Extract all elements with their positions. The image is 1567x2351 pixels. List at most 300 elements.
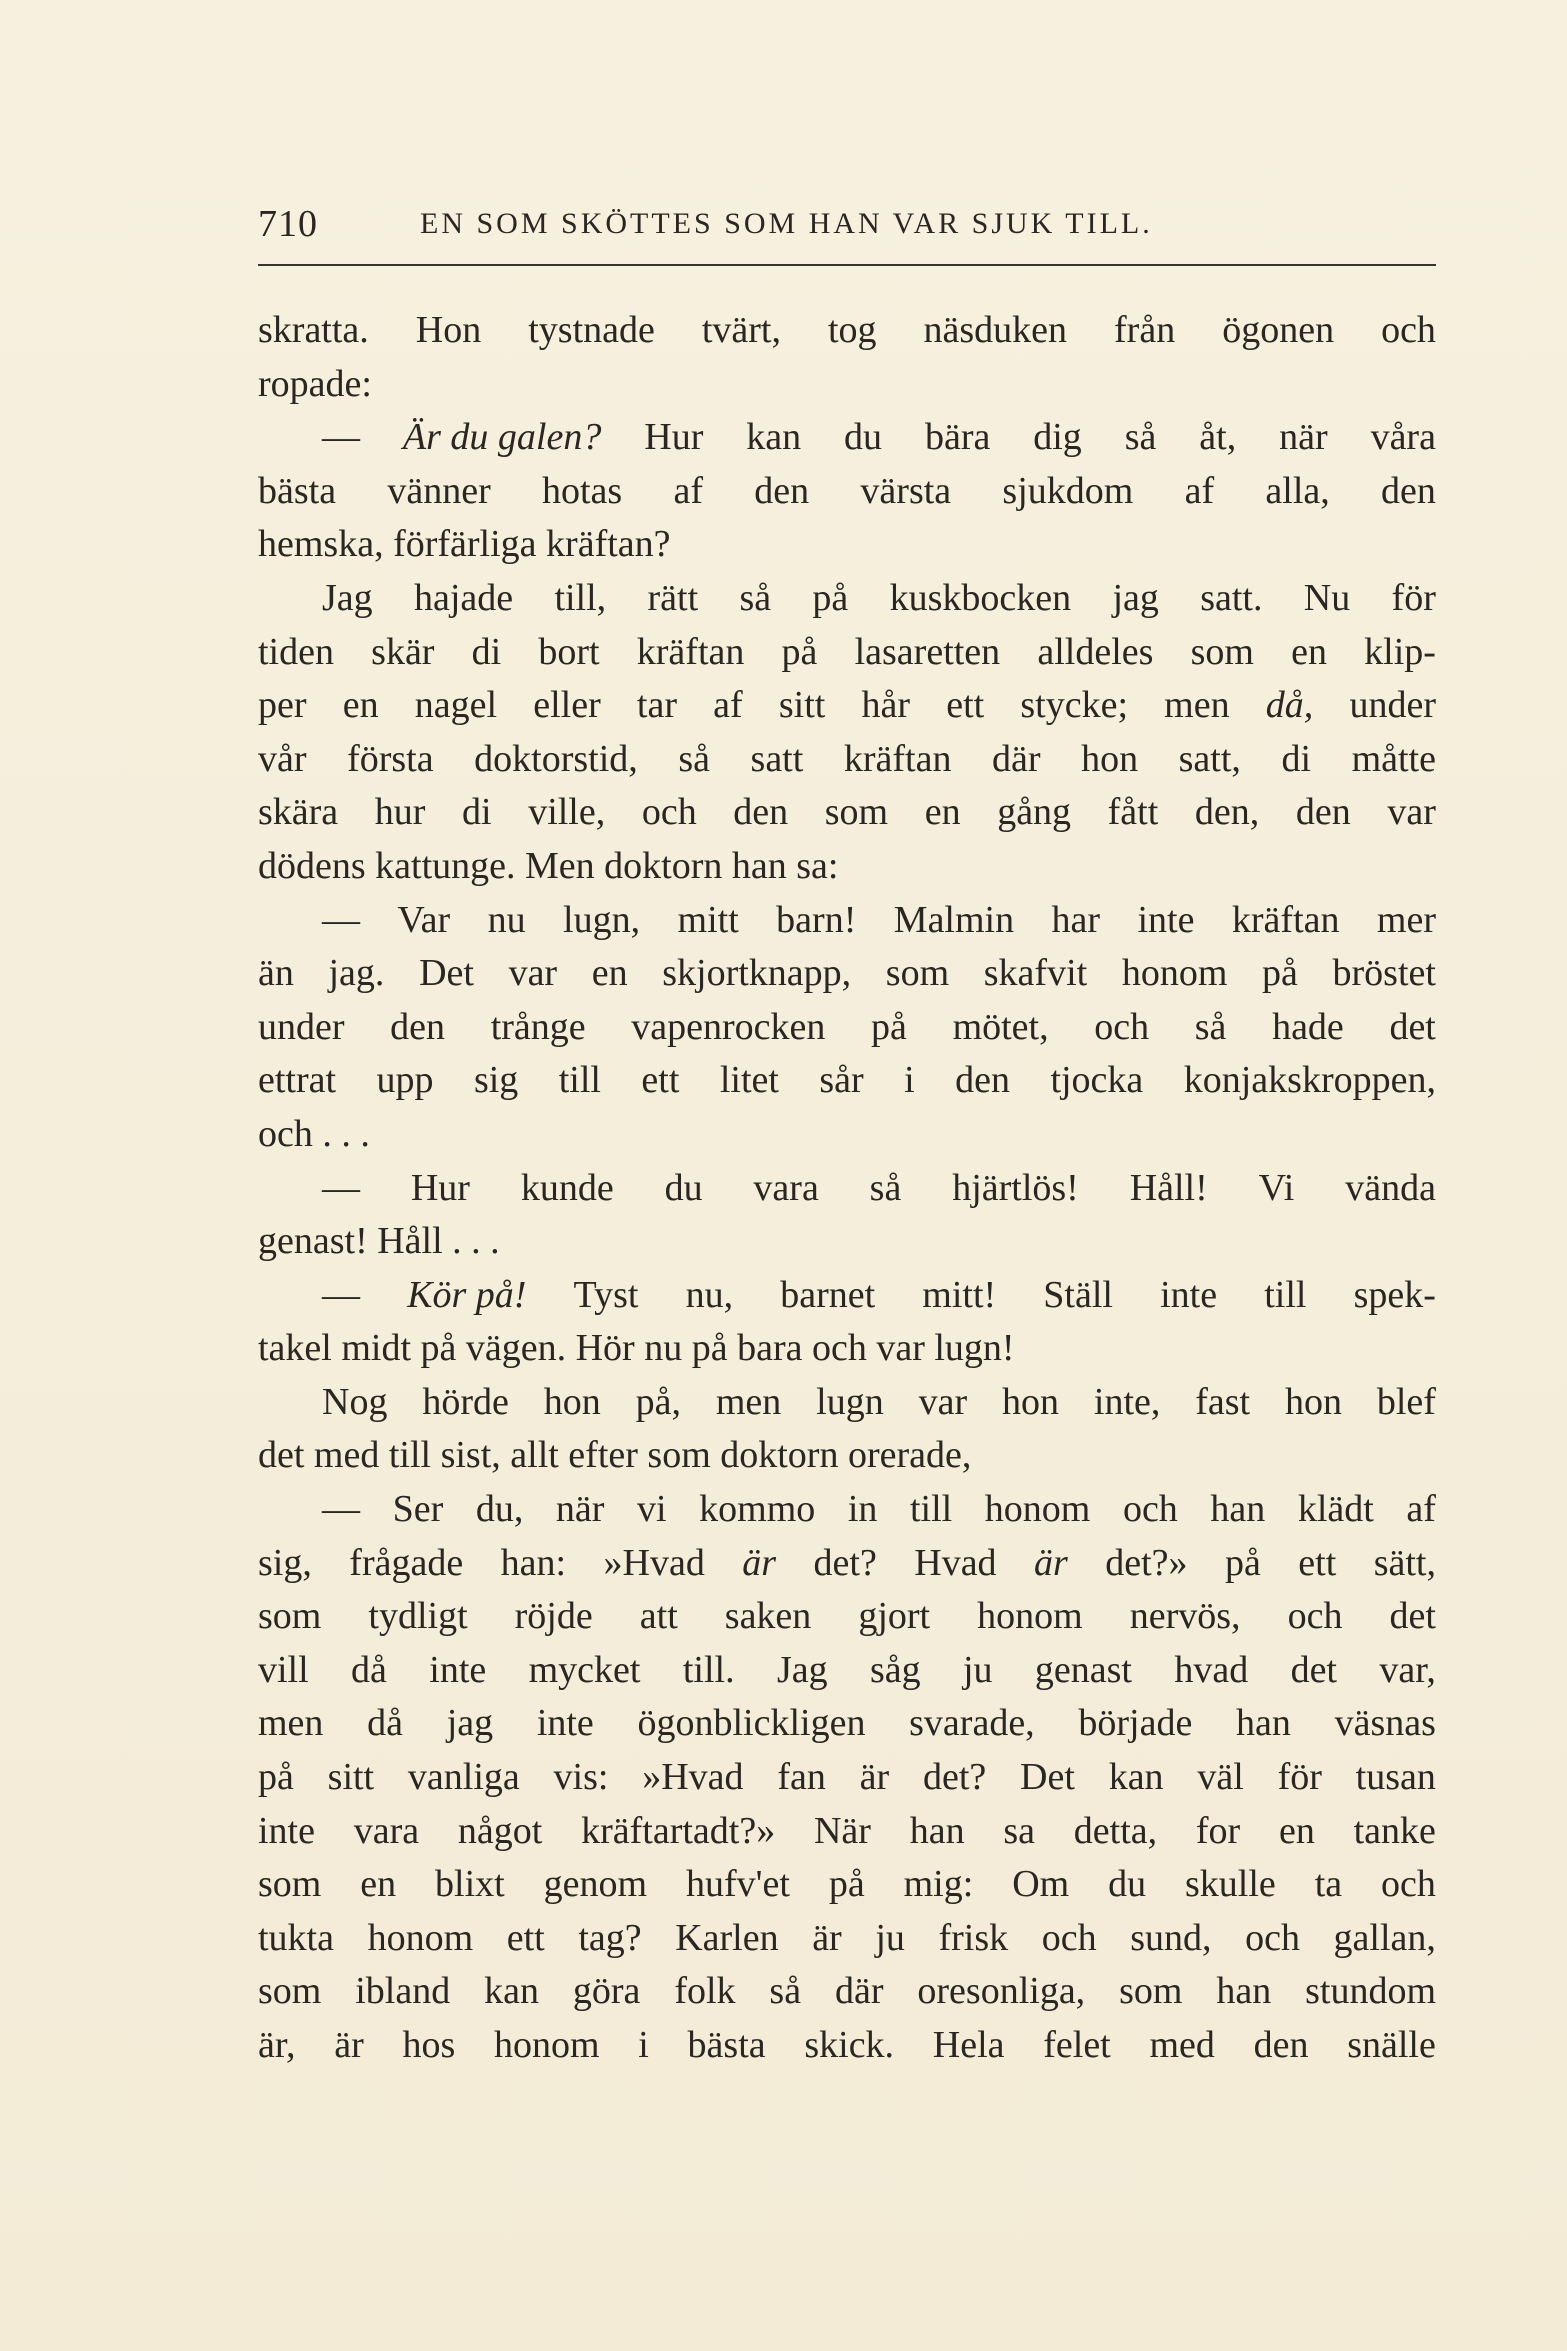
word: ett (641, 1059, 680, 1102)
word: inte (258, 1809, 315, 1852)
word: det?» (1105, 1541, 1188, 1584)
word: åt, (1199, 416, 1237, 459)
word: frågade (349, 1541, 464, 1584)
word: kräftan (636, 630, 745, 673)
word: for (1195, 1809, 1241, 1852)
word: så (769, 1970, 802, 2013)
word: bästa (687, 2024, 766, 2066)
word: väsnas (1334, 1702, 1436, 1745)
word: du (844, 416, 883, 459)
word: Nu (1303, 576, 1351, 619)
word: på, (635, 1380, 681, 1423)
text-line (258, 1805, 1436, 1859)
word: fan (777, 1756, 826, 1799)
word: han: (500, 1541, 567, 1584)
word: inte, (1093, 1380, 1161, 1423)
word: för (1391, 576, 1436, 619)
word: genom (543, 1863, 648, 1906)
italic-word: Är du galen? (402, 416, 602, 459)
text-line (258, 786, 1436, 840)
word: hufv'et (685, 1863, 790, 1906)
text-line (258, 1912, 1436, 1966)
word: ta (1314, 1863, 1343, 1906)
word: den (754, 469, 810, 512)
word: Hur (644, 416, 704, 459)
word: vi (637, 1488, 667, 1531)
word: oresonliga, (917, 1970, 1086, 2013)
word: inte (429, 1648, 487, 1691)
word: hos (402, 2024, 456, 2066)
word: då (367, 1702, 403, 1745)
text-line: takel midt på vägen. Hör nu på bara och var lugn! (258, 1327, 1015, 1370)
word: till (909, 1488, 953, 1531)
word: på (812, 576, 849, 619)
word: inte (1160, 1273, 1218, 1316)
word: hon (1002, 1380, 1060, 1423)
text-line (258, 1376, 1436, 1430)
word: lugn, (563, 898, 641, 941)
word: fast (1195, 1380, 1251, 1423)
word: tvärt, (701, 309, 781, 351)
word: kan (484, 1970, 539, 2013)
word: Nog (322, 1380, 388, 1423)
word: kräftan (1231, 898, 1340, 941)
word: »Hvad (642, 1756, 744, 1799)
word: di (471, 630, 502, 673)
word: af (673, 469, 704, 512)
text-line (258, 733, 1436, 787)
word: tystnade (528, 309, 655, 351)
word: Tyst (573, 1273, 639, 1316)
word: har (1051, 898, 1101, 941)
word: men (258, 1702, 324, 1745)
word: en (1278, 1809, 1315, 1852)
word: göra (572, 1970, 641, 2013)
word: När (813, 1809, 871, 1852)
word: sig (473, 1059, 519, 1102)
word: stycke; (1020, 684, 1128, 727)
text-line (258, 1483, 1436, 1537)
word: var (508, 952, 558, 995)
word: jag (1112, 576, 1159, 619)
word: en (591, 952, 628, 995)
word: ju (962, 1648, 993, 1691)
word: så (1194, 1005, 1227, 1048)
word: men (715, 1380, 782, 1423)
word: så (678, 737, 710, 780)
word: i (904, 1059, 915, 1102)
word: — (322, 1166, 360, 1209)
word: bort (538, 630, 600, 673)
word: var (1387, 791, 1436, 834)
word: och (1122, 1488, 1178, 1531)
text-line (258, 1590, 1436, 1644)
word: från (1114, 309, 1176, 351)
word: under (1349, 684, 1436, 727)
word: kommo (699, 1488, 816, 1531)
text-line: och . . . (258, 1112, 370, 1155)
word: vår (258, 737, 307, 780)
word: han (1210, 1488, 1266, 1531)
word: klädt (1297, 1488, 1374, 1531)
text-line (258, 1054, 1436, 1108)
word: honom (984, 1488, 1091, 1531)
word: detta, (1073, 1809, 1158, 1852)
word: som (824, 791, 889, 834)
word: hon (1081, 737, 1139, 780)
header-rule (258, 264, 1436, 266)
word: en (1291, 630, 1327, 673)
word: Ställ (1043, 1273, 1113, 1316)
word: på (871, 1005, 907, 1048)
word: tag? (578, 1916, 642, 1959)
word: den (1253, 2024, 1309, 2066)
word: i (638, 2024, 649, 2066)
word: kan (1108, 1756, 1164, 1799)
word: satt (750, 737, 804, 780)
word: stundom (1305, 1970, 1436, 2013)
word: alla, (1265, 469, 1330, 512)
word: och (1381, 1863, 1436, 1906)
word: bröstet (1332, 952, 1436, 995)
word: mitt (677, 898, 739, 941)
word: och (1094, 1005, 1150, 1048)
word: blixt (435, 1863, 505, 1906)
word: hade (1272, 1005, 1344, 1048)
word: nervös, (1129, 1595, 1241, 1638)
word: barnet (780, 1273, 876, 1316)
word: sår (819, 1059, 864, 1102)
word: hvad (1174, 1648, 1249, 1691)
word: var (918, 1380, 968, 1423)
word: till (1264, 1273, 1307, 1316)
word: väl (1197, 1756, 1244, 1799)
italic-word: då, (1265, 684, 1314, 727)
word: per (258, 684, 307, 727)
word: bästa (258, 469, 337, 512)
word: det (1389, 1595, 1436, 1638)
word: gjort (858, 1595, 931, 1638)
word: vara (753, 1166, 819, 1209)
word: så (1124, 416, 1157, 459)
word: di (1281, 737, 1312, 780)
text-line (258, 2019, 1436, 2073)
text-line (258, 465, 1436, 519)
word: nu, (685, 1273, 734, 1316)
text-line: det med till sist, allt efter som doktorn orerade, (258, 1434, 972, 1477)
word: hjärtlös! (952, 1166, 1079, 1209)
text-line (258, 1269, 1436, 1323)
word: den (1381, 469, 1436, 512)
word: till, (554, 576, 607, 619)
word: doktorstid, (474, 737, 638, 780)
word: svarade, (909, 1702, 1035, 1745)
word: klip- (1364, 630, 1436, 673)
word: ibland (355, 1970, 451, 2013)
word: frisk (938, 1916, 1009, 1959)
word: han (1216, 1970, 1272, 2013)
word: hon (1285, 1380, 1342, 1423)
word: Jag (322, 576, 373, 619)
word: Hon (415, 309, 482, 351)
text-line (258, 626, 1436, 680)
text-line (258, 947, 1436, 1001)
word: första (347, 737, 434, 780)
word: vanliga (407, 1756, 520, 1799)
italic-word: Kör på! (407, 1273, 527, 1316)
word: upp (376, 1059, 434, 1102)
word: mycket (528, 1648, 641, 1691)
text-line (258, 1001, 1436, 1055)
word: tydligt (368, 1595, 468, 1638)
word: en (360, 1863, 397, 1906)
word: som (258, 1863, 322, 1906)
text-line: hemska, förfärliga kräftan? (258, 523, 671, 566)
word: sitt (778, 684, 826, 727)
word: vänner (387, 469, 491, 512)
word: af (1184, 469, 1215, 512)
word: felet (1043, 2024, 1111, 2066)
word: Jag (776, 1648, 828, 1691)
word: honom (367, 1916, 474, 1959)
word: kan (746, 416, 802, 459)
word: Hela (932, 2024, 1005, 2066)
word: vis: (553, 1756, 609, 1799)
word: honom (493, 2024, 600, 2066)
text-line (258, 1751, 1436, 1805)
word: där (992, 737, 1041, 780)
word: di (462, 791, 492, 834)
word: och (1245, 1916, 1300, 1959)
word: litet (719, 1059, 779, 1102)
word: Håll! (1129, 1166, 1208, 1209)
word: sig, (258, 1541, 312, 1584)
word: Malmin (893, 898, 1015, 941)
italic-word: är (742, 1541, 777, 1584)
text-line (258, 411, 1436, 465)
word: vända (1345, 1166, 1436, 1209)
word: tog (827, 309, 877, 351)
page-number: 710 (258, 203, 318, 245)
word: och (1381, 309, 1436, 351)
word: ett (1298, 1541, 1337, 1584)
word: gallan, (1333, 1916, 1436, 1959)
word: den (390, 1005, 446, 1048)
word: nu (487, 898, 526, 941)
word: lugn (816, 1380, 884, 1423)
word: satt. (1200, 576, 1263, 619)
word: ögonblickligen (637, 1702, 866, 1745)
word: sjukdom (1002, 469, 1134, 512)
word: när (1279, 416, 1328, 459)
word: på (828, 1863, 865, 1906)
text-line: dödens kattunge. Men doktorn han sa: (258, 844, 839, 887)
word: och (1287, 1595, 1343, 1638)
word: som (1190, 630, 1254, 673)
word: röjde (514, 1595, 593, 1638)
word: tjocka (1050, 1059, 1144, 1102)
word: kuskbocken (889, 576, 1072, 619)
word: ju (875, 1916, 905, 1959)
word: snälle (1347, 2024, 1436, 2066)
word: tanke (1353, 1809, 1436, 1852)
word: konjakskroppen, (1183, 1059, 1436, 1102)
word: måtte (1351, 737, 1436, 780)
text-line (258, 679, 1436, 733)
word: är (812, 1916, 842, 1959)
word: var, (1379, 1648, 1436, 1691)
word: honom (1121, 952, 1228, 995)
word: du (664, 1166, 703, 1209)
word: honom (977, 1595, 1083, 1638)
word: till. (682, 1648, 735, 1691)
word: jag. (328, 952, 385, 995)
word: mötet, (952, 1005, 1049, 1048)
word: så (869, 1166, 902, 1209)
word: han (909, 1809, 965, 1852)
word: eller (533, 684, 601, 727)
word: du, (475, 1488, 524, 1531)
word: på (1224, 1541, 1261, 1584)
word: lasaretten (854, 630, 1001, 673)
text-line (258, 894, 1436, 948)
word: barn! (776, 898, 857, 941)
word: kunde (520, 1166, 614, 1209)
word: »Hvad (603, 1541, 705, 1584)
word: — (322, 1488, 360, 1531)
word: ettrat (258, 1059, 337, 1102)
word: nagel (414, 684, 498, 727)
word: hörde (422, 1380, 509, 1423)
page-header (258, 198, 1436, 250)
word: han (1236, 1702, 1291, 1745)
word: det? (922, 1756, 987, 1799)
word: sund, (1130, 1916, 1212, 1959)
word: Det (1020, 1756, 1075, 1799)
word: spek- (1353, 1273, 1436, 1316)
word: Ser (392, 1488, 444, 1531)
word: så (739, 576, 772, 619)
word: tar (636, 684, 677, 727)
word: hur (374, 791, 426, 834)
word: den (733, 791, 789, 834)
word: vill (258, 1648, 309, 1691)
word: bära (924, 416, 991, 459)
word: inte (536, 1702, 594, 1745)
word: till (558, 1059, 601, 1102)
word: Karlen (675, 1916, 779, 1959)
word: en (342, 684, 379, 727)
text-line: ropade: (258, 362, 372, 405)
word: rätt (647, 576, 699, 619)
word: hon (543, 1380, 601, 1423)
text-line (258, 1858, 1436, 1912)
word: hajade (413, 576, 514, 619)
word: hotas (542, 469, 623, 512)
word: än (258, 952, 294, 995)
word: Vi (1258, 1166, 1295, 1209)
word: något (457, 1809, 543, 1852)
word: — (322, 898, 360, 941)
word: tiden (258, 630, 334, 673)
word: genast (1034, 1648, 1132, 1691)
word: att (639, 1595, 678, 1638)
word: är, (258, 2024, 296, 2066)
word: alldeles (1037, 630, 1154, 673)
word: sa (1003, 1809, 1036, 1852)
word: ett (946, 684, 985, 727)
word: sitt (327, 1756, 375, 1799)
word: tukta (258, 1916, 334, 1959)
word: en (924, 791, 961, 834)
word: gång (997, 791, 1072, 834)
word: skratta. (258, 309, 369, 351)
word: på (781, 630, 818, 673)
word: ett (506, 1916, 545, 1959)
word: folk (674, 1970, 736, 2013)
word: fått (1107, 791, 1159, 834)
word: för (1277, 1756, 1322, 1799)
word: Hur (410, 1166, 470, 1209)
word: af (713, 684, 743, 727)
word: såg (869, 1648, 921, 1691)
word: när (555, 1488, 605, 1531)
word: med (1149, 2024, 1215, 2066)
word: trånge (490, 1005, 586, 1048)
word: började (1078, 1702, 1193, 1745)
word: är (334, 2024, 364, 2066)
word: skulle (1185, 1863, 1276, 1906)
word: tusan (1355, 1756, 1436, 1799)
word: sätt, (1373, 1541, 1436, 1584)
word: näsduken (923, 309, 1068, 351)
word: jag (446, 1702, 494, 1745)
word: satt, (1178, 737, 1241, 780)
text-line (258, 1697, 1436, 1751)
word: Det (419, 952, 474, 995)
word: på (1262, 952, 1298, 995)
word: blef (1376, 1380, 1436, 1423)
word: skick. (804, 2024, 895, 2066)
word: Om (1012, 1863, 1070, 1906)
word: ögonen (1222, 309, 1335, 351)
word: hår (861, 684, 911, 727)
word: skär (371, 630, 435, 673)
word: där (834, 1970, 884, 2013)
text-line (258, 572, 1436, 626)
running-head: EN SOM SKÖTTES SOM HAN VAR SJUK TILL. (420, 207, 1153, 240)
word: kräftartadt?» (581, 1809, 776, 1852)
text-line (258, 1965, 1436, 2019)
word: skjortknapp, (662, 952, 852, 995)
word: in (847, 1488, 878, 1531)
word: mer (1376, 898, 1436, 941)
word: af (1406, 1488, 1436, 1531)
word: som (258, 1970, 322, 2013)
word: den, (1194, 791, 1260, 834)
text-line (258, 1162, 1436, 1216)
word: saken (724, 1595, 812, 1638)
word: och (641, 791, 697, 834)
word: då (351, 1648, 387, 1691)
word: våra (1370, 416, 1436, 459)
text-line (258, 1537, 1436, 1591)
word: är (859, 1756, 890, 1799)
text-line (258, 1644, 1436, 1698)
word: som (885, 952, 950, 995)
word: skära (258, 791, 339, 834)
word: det (1389, 1005, 1436, 1048)
